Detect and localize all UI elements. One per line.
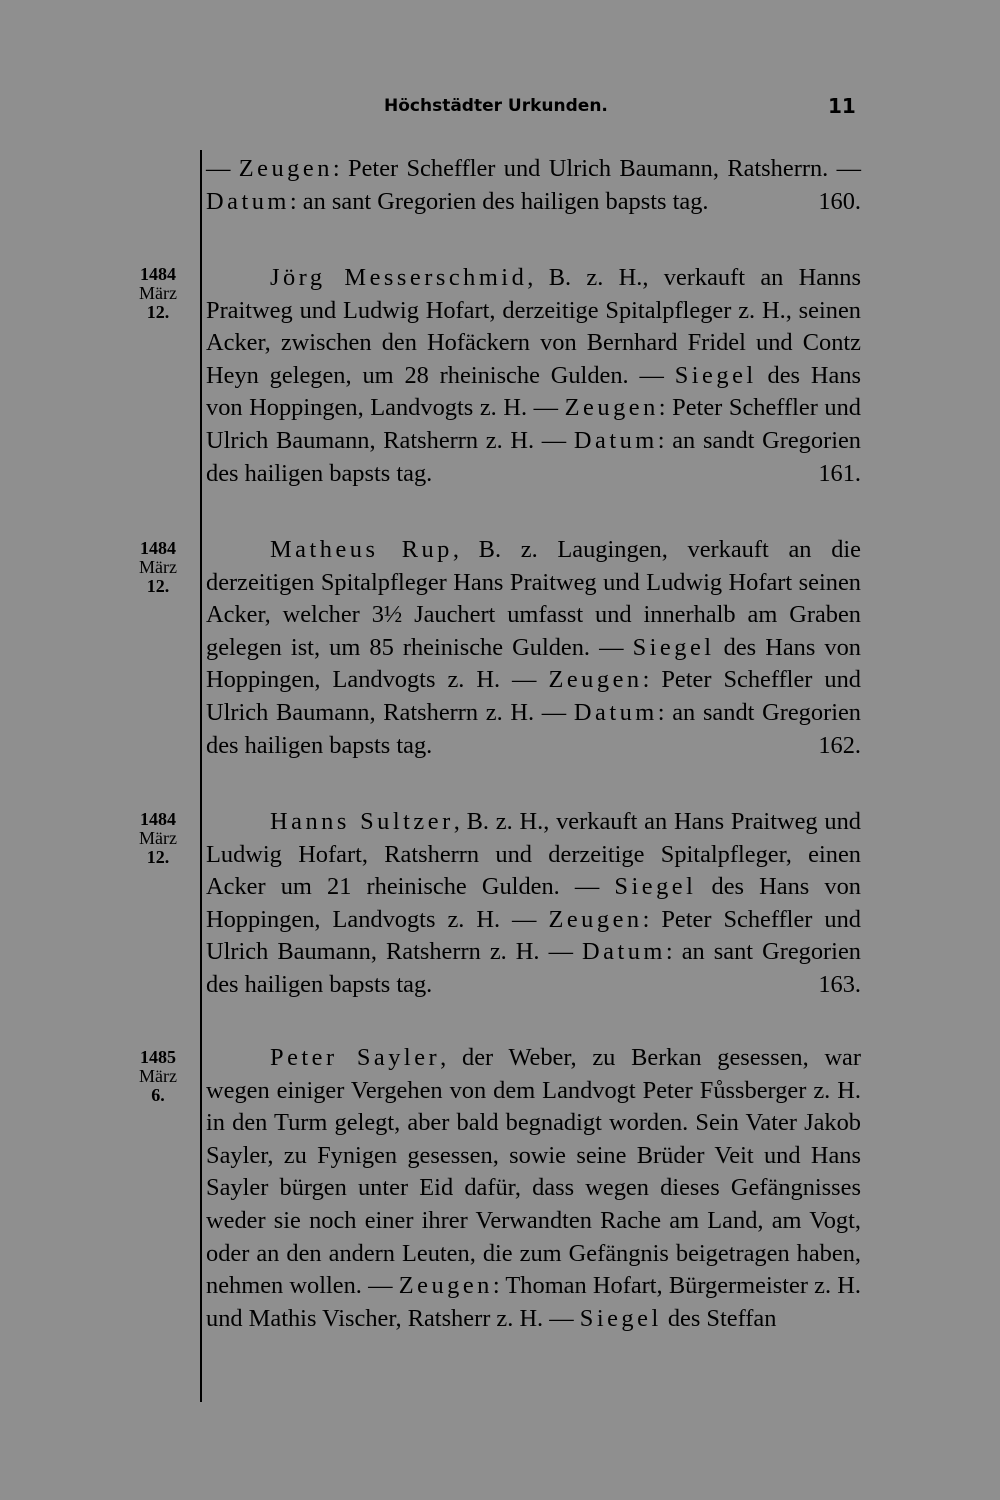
running-header — [0, 96, 1000, 128]
entry-date-164 — [118, 1048, 198, 1105]
text-segment: des Hans von Hoppingen, Landvogts z. H. — — [206, 873, 861, 933]
date-day: 12. — [146, 847, 170, 867]
date-year: 1484 — [140, 538, 176, 558]
page-number: 11 — [828, 94, 856, 118]
text-segment: , B. z. H., verkauft an Hans Praitweg und Ludwig Hofart, Ratsherrn und derzeitige Spitalpfleger, einen Acker um 21 rheinische Gulden. — — [206, 808, 862, 901]
entry-number: 161. — [818, 459, 861, 487]
text-segment: : an sant Gregorien des hailigen bapsts tag. — [206, 938, 861, 998]
spaced-term: Jörg Messerschmid — [270, 264, 528, 291]
date-day: 6. — [151, 1085, 165, 1105]
spaced-term: Zeugen — [548, 905, 643, 933]
text-segment: : an sant Gregorien des hailigen bapsts tag. — [289, 187, 709, 215]
spaced-term: Zeugen — [548, 666, 643, 694]
entry-date-162 — [118, 539, 198, 596]
text-segment: : Peter Scheffler und Ulrich Baumann, Ratsherrn z. H. — — [206, 394, 862, 454]
date-month: März — [139, 828, 177, 848]
spaced-term: Siegel — [614, 873, 697, 901]
spaced-term: Datum — [573, 426, 658, 454]
entry-text — [206, 534, 861, 762]
spaced-term: Peter Sayler — [270, 1044, 441, 1071]
spaced-term: Siegel — [579, 1304, 662, 1332]
date-year: 1484 — [140, 264, 176, 284]
text-segment: des Hans von Hoppingen, Landvogts z. H. — — [206, 633, 861, 694]
text-segment: : an sandt Gregorien des hailigen bapsts tag. — [206, 426, 861, 487]
text-segment: : Peter Scheffler und Ulrich Baumann, Ratsherrn z. H. — — [206, 666, 861, 726]
entry-text — [206, 806, 861, 1002]
date-day: 12. — [146, 576, 170, 596]
spaced-term: Zeugen — [238, 155, 333, 182]
date-month: März — [139, 283, 177, 303]
running-title: Höchstädter Urkunden. — [384, 96, 608, 116]
text-segment: , B. z. H., verkauft an Hanns Praitweg und Ludwig Hofart, derzeitige Spitalpfleger z. H., seinen Acker, zwischen den Hofäckern von Bernhard Fridel und Contz Heyn gelegen, um 28 rheinische Gulden. — — [206, 264, 861, 389]
document-entry-160 — [206, 153, 861, 218]
date-month: März — [139, 1066, 177, 1086]
date-month: März — [139, 557, 177, 577]
spaced-term: Siegel — [632, 633, 715, 661]
text-segment: — — [206, 155, 239, 182]
document-entry-161 — [206, 262, 861, 490]
spaced-term: Datum — [582, 938, 666, 966]
document-entry-163 — [206, 806, 861, 1002]
margin-rule — [200, 150, 202, 1402]
spaced-term: Zeugen — [398, 1272, 493, 1300]
date-day: 12. — [146, 302, 170, 322]
entry-number: 162. — [818, 731, 861, 759]
spaced-term: Datum — [206, 187, 290, 215]
entry-text — [206, 153, 861, 218]
document-entry-164 — [206, 1042, 861, 1335]
text-segment: : an sandt Gregorien des hailigen bapsts tag. — [206, 698, 861, 759]
entry-text — [206, 1042, 861, 1335]
date-year: 1484 — [140, 809, 176, 829]
text-segment: : Thoman Hofart, Bürgermeister z. H. und Mathis Vischer, Ratsherr z. H. — — [206, 1272, 861, 1332]
spaced-term: Hanns Sultzer — [270, 808, 454, 835]
text-segment: : Peter Scheffler und Ulrich Baumann, Ratsherrn z. H. — — [206, 905, 861, 966]
spaced-term: Siegel — [674, 361, 757, 389]
text-segment: des Hans von Hoppingen, Landvogts z. H. — — [206, 361, 862, 422]
text-segment: , B. z. Laugingen, verkauft an die derzeitigen Spitalpfleger Hans Praitweg und Ludwig Hofart seinen Acker, welcher 3½ Jauchert umfasst und innerhalb am Graben gelegen ist, um 85 rheinische Gulden. — — [206, 536, 861, 661]
text-segment: des Steffan — [661, 1304, 777, 1332]
text-segment: : Peter Scheffler und Ulrich Baumann, Ratsherrn. — — [332, 155, 861, 182]
entry-date-161 — [118, 265, 198, 322]
document-entry-162 — [206, 534, 861, 762]
date-year: 1485 — [140, 1047, 176, 1067]
entry-date-163 — [118, 810, 198, 867]
spaced-term: Matheus Rup — [270, 536, 453, 563]
spaced-term: Datum — [573, 698, 658, 726]
entry-number: 160. — [818, 187, 861, 215]
entry-text — [206, 262, 861, 490]
spaced-term: Zeugen — [564, 394, 659, 422]
text-segment: , der Weber, zu Berkan gesessen, war wegen einiger Vergehen von dem Landvogt Peter Fůssberger z. H. in den Turm gelegt, aber bald begnadigt worden. Sein Vater Jakob Sayler, zu Fynigen gesessen, sowie seine Brüder Veit und Hans Sayler bürgen unter Eid dafür, dass wegen dieses Gefängnisses weder sie noch einer ihrer Verwandten Rache am Land, am Vogt, oder an den andern Leuten, die zum Gefängnis beigetragen haben, nehmen wollen. — — [206, 1044, 862, 1300]
entry-number: 163. — [818, 970, 861, 998]
